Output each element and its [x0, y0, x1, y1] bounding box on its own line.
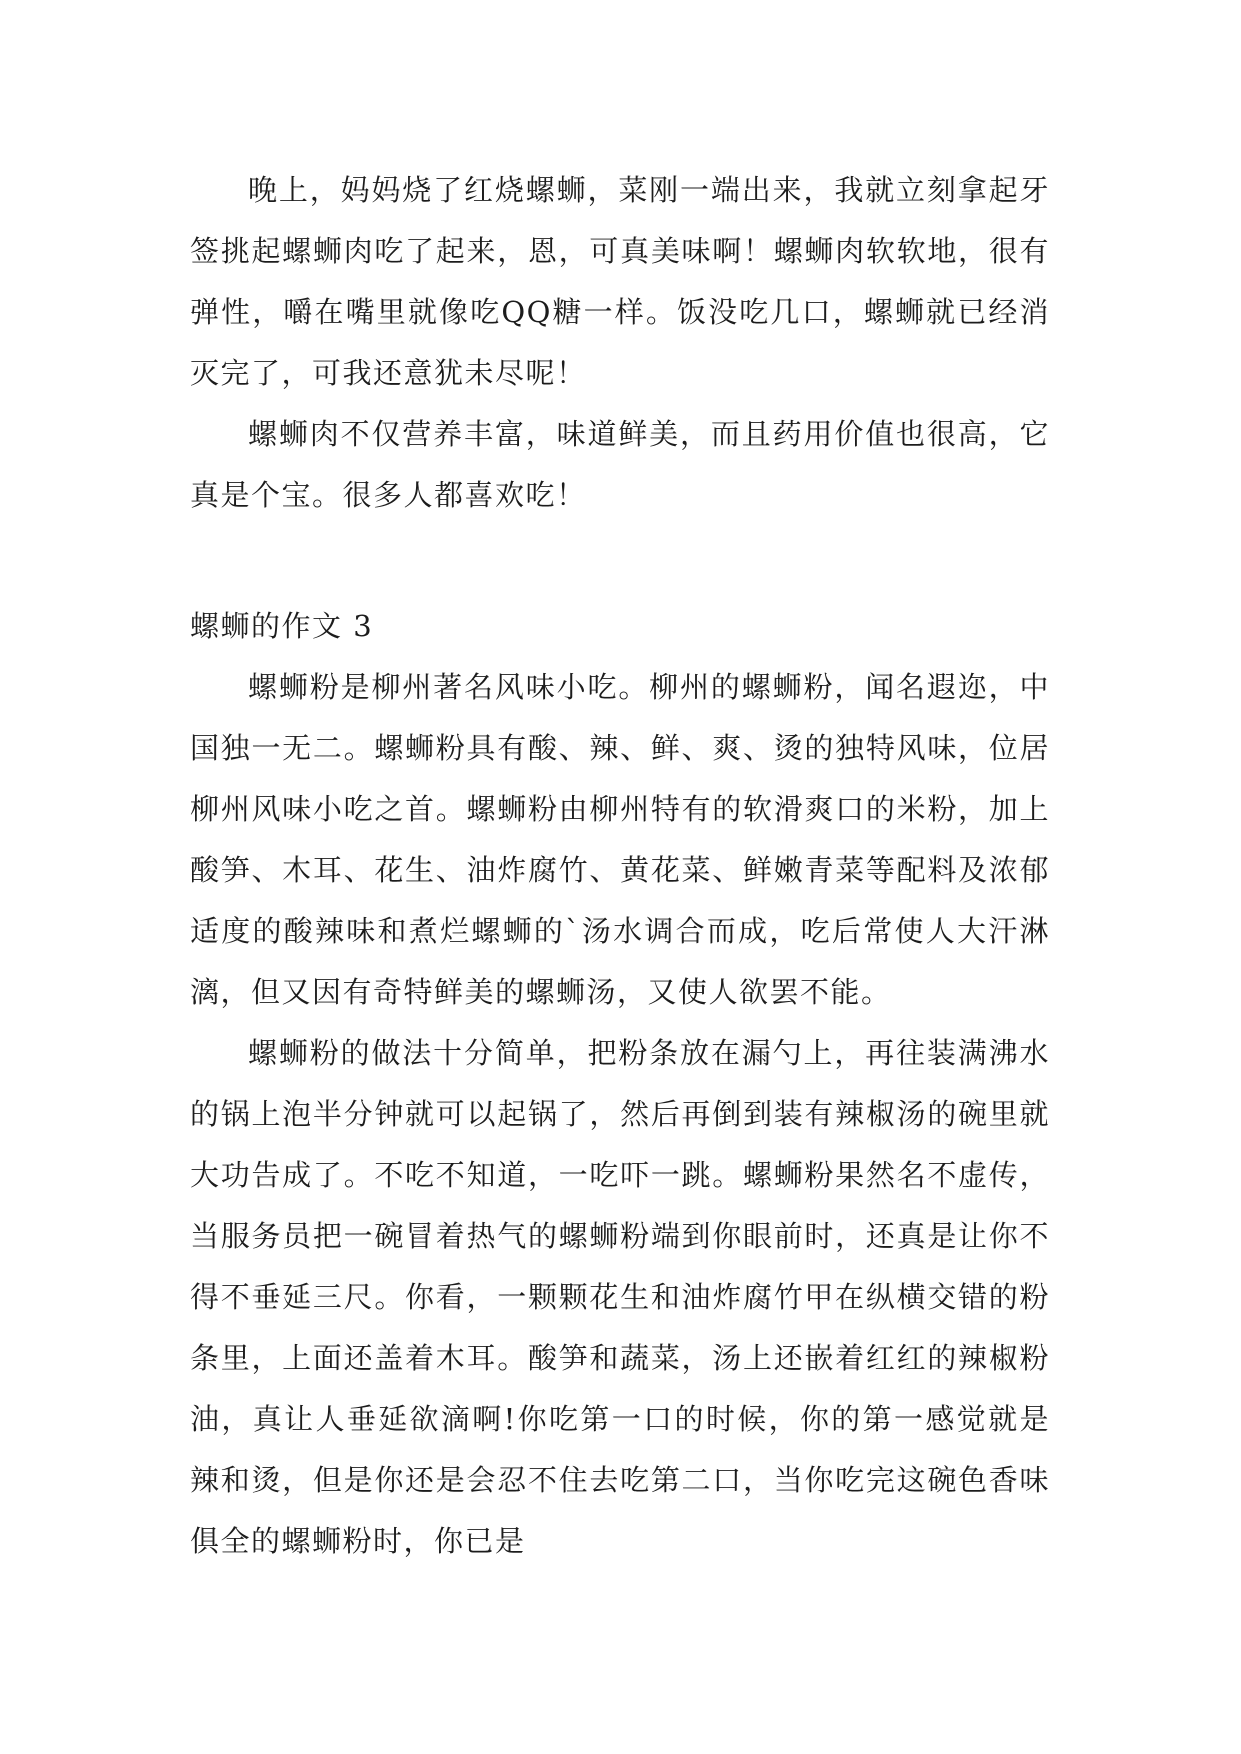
section-title: 螺蛳的作文 3: [190, 609, 374, 643]
paragraph-luosifen-intro: 螺蛳粉是柳州著名风味小吃。柳州的螺蛳粉，闻名遐迩，中国独一无二。螺蛳粉具有酸、辣、鲜、爽、烫的独特风味，位居柳州风味小吃之首。螺蛳粉由柳州特有的软滑爽口的米粉，加上酸笋、木耳、花生、油炸腐竹、黄花菜、鲜嫩青菜等配料及浓郁适度的酸辣味和煮烂螺蛳的`汤水调合而成，吃后常使人大汗淋漓，但又因有奇特鲜美的螺蛳汤，又使人欲罢不能。: [190, 670, 1050, 1009]
paragraph-snail-value: 螺蛳肉不仅营养丰富，味道鲜美，而且药用价值也很高，它真是个宝。很多人都喜欢吃！: [190, 417, 1050, 512]
document-body: [190, 160, 1050, 1572]
paragraph-dinner-snails: 晚上，妈妈烧了红烧螺蛳，菜刚一端出来，我就立刻拿起牙签挑起螺蛳肉吃了起来，恩，可真美味啊！螺蛳肉软软地，很有弹性，嚼在嘴里就像吃QQ糖一样。饭没吃几口，螺蛳就已经消灭完了，可我还意犹未尽呢！: [190, 173, 1050, 390]
paragraph-luosifen-method: 螺蛳粉的做法十分简单，把粉条放在漏勺上，再往装满沸水的锅上泡半分钟就可以起锅了，然后再倒到装有辣椒汤的碗里就大功告成了。不吃不知道，一吃吓一跳。螺蛳粉果然名不虚传，当服务员把一碗冒着热气的螺蛳粉端到你眼前时，还真是让你不得不垂延三尺。你看，一颗颗花生和油炸腐竹甲在纵横交错的粉条里，上面还盖着木耳。酸笋和蔬菜，汤上还嵌着红红的辣椒粉油，真让人垂延欲滴啊!你吃第一口的时候，你的第一感觉就是辣和烫，但是你还是会忍不住去吃第二口，当你吃完这碗色香味俱全的螺蛳粉时，你已是: [190, 1036, 1050, 1558]
